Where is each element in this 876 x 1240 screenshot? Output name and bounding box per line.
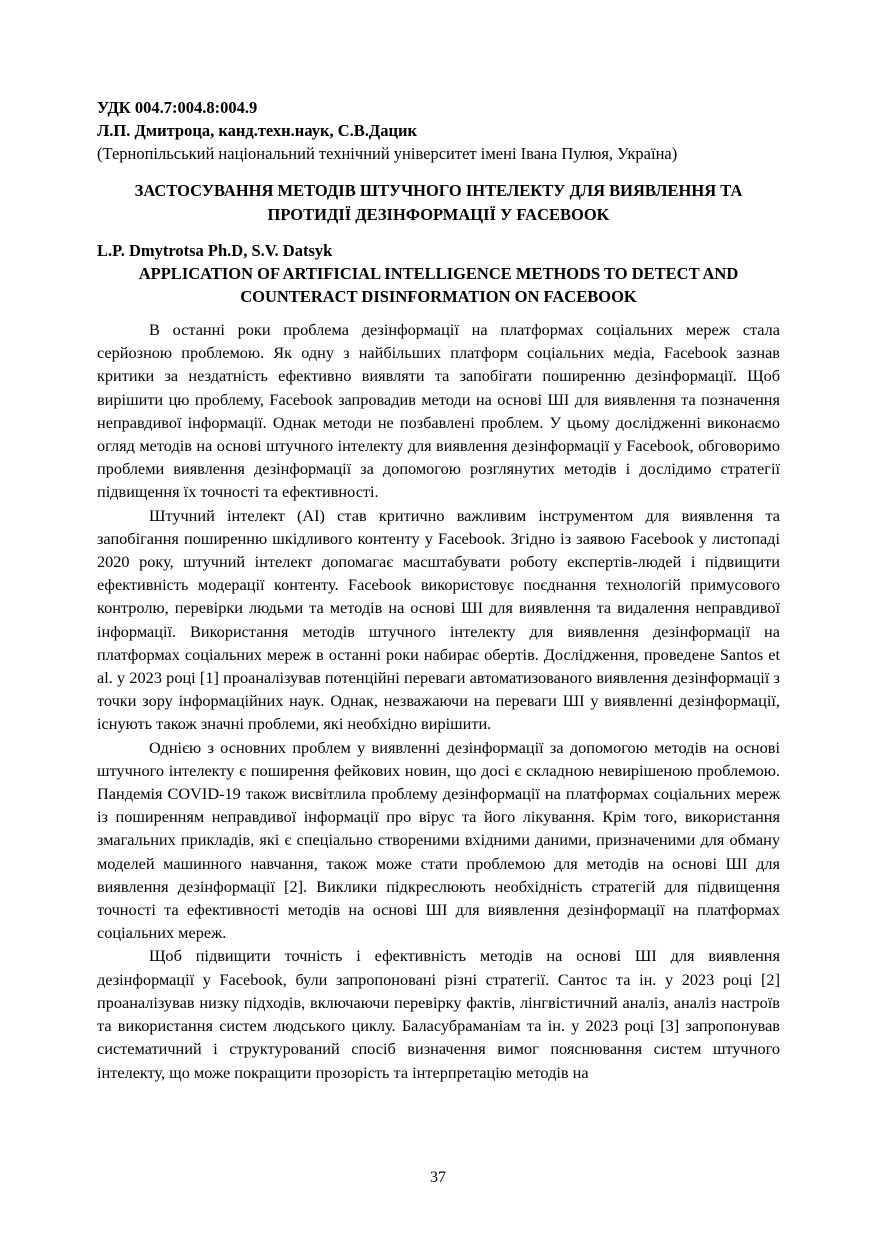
udc-code: УДК 004.7:004.8:004.9 [97,98,258,117]
authors-english: L.P. Dmytrotsa Ph.D, S.V. Datsyk [97,241,333,260]
paragraph: Однією з основних проблем у виявленні дезінформації за допомогою методів на основі штучного інтелекту є поширення фейкових новин, що досі є складною невирішеною проблемою. Пандемія COVID-19 також висвітлила проблему дезінформації на платформах соціальних мереж із поширенням неправдивої інформації про вірус та його лікування. Крім того, використання змагальних прикладів, які є спеціально створеними вхідними даними, призначеними для обману моделей машинного навчання, також може стати проблемою для методів на основі ШІ для виявлення дезінформації [2]. Виклики підкреслюють необхідність стратегій для підвищення точності та ефективності методів на основі ШІ для виявлення дезінформації на платформах соціальних мереж. [97,737,780,943]
page-content [97,96,780,1084]
paragraph: Штучний інтелект (AI) став критично важливим інструментом для виявлення та запобігання поширенню шкідливого контенту у Facebook. Згідно із заявою Facebook у листопаді 2020 року, штучний інтелект допомагає масштабувати роботу експертів-людей і підвищити ефективність модерації контенту. Facebook використовує поєднання технологій примусового контролю, перевірки людьми та методів на основі ШІ для виявлення та видалення неправдивої інформації. Використання методів штучного інтелекту для виявлення дезінформації на платформах соціальних мереж в останні роки набирає обертів. Дослідження, проведене Santos et al. у 2023 році [1] проаналізував потенційні переваги автоматизованого виявлення дезінформації з точки зору інформаційних наук. Однак, незважаючи на переваги ШІ у виявленні дезінформації, існують також значні проблеми, які необхідно вирішити. [97,505,780,734]
title-ukrainian: ЗАСТОСУВАННЯ МЕТОДІВ ШТУЧНОГО ІНТЕЛЕКТУ ДЛЯ ВИЯВЛЕННЯ ТА ПРОТИДІЇ ДЕЗІНФОРМАЦІЇ У FACEBOOK [134,181,743,224]
title-english: APPLICATION OF ARTIFICIAL INTELLIGENCE METHODS TO DETECT AND COUNTERACT DISINFORMATION ON FACEBOOK [138,264,739,306]
affiliation: (Тернопільський національний технічний університет імені Івана Пулюя, Україна) [97,144,678,163]
paragraph: В останні роки проблема дезінформації на платформах соціальних мереж стала серйозною проблемою. Як одну з найбільших платформ соціальних медіа, Facebook зазнав критики за нездатність ефективно виявляти та запобігати поширенню дезінформації. Щоб вирішити цю проблему, Facebook запровадив методи на основі ШІ для виявлення та позначення неправдивої інформації. Однак методи не позбавлені проблем. У цьому дослідженні виконаємо огляд методів на основі штучного інтелекту для виявлення дезінформації у Facebook, обговоримо проблеми виявлення дезінформації за допомогою розглянутих методів і дослідимо стратегії підвищення їх точності та ефективності. [97,320,780,502]
paragraph: Щоб підвищити точність і ефективність методів на основі ШІ для виявлення дезінформації у Facebook, були запропоновані різні стратегії. Сантос та ін. у 2023 році [2] проаналізував низку підходів, включаючи перевірку фактів, лінгвістичний аналіз, аналіз настроїв та використання систем людського циклу. Баласубраманіам та ін. у 2023 році [3] запропонував систематичний і структурований спосіб визначення вимог пояснювання систем штучного інтелекту, що може покращити прозорість та інтерпретацію методів на [97,946,780,1082]
page-number: 37 [430,1169,446,1186]
authors-ukrainian: Л.П. Дмитроца, канд.техн.наук, С.В.Дацик [97,121,418,140]
body-text [97,318,780,1084]
